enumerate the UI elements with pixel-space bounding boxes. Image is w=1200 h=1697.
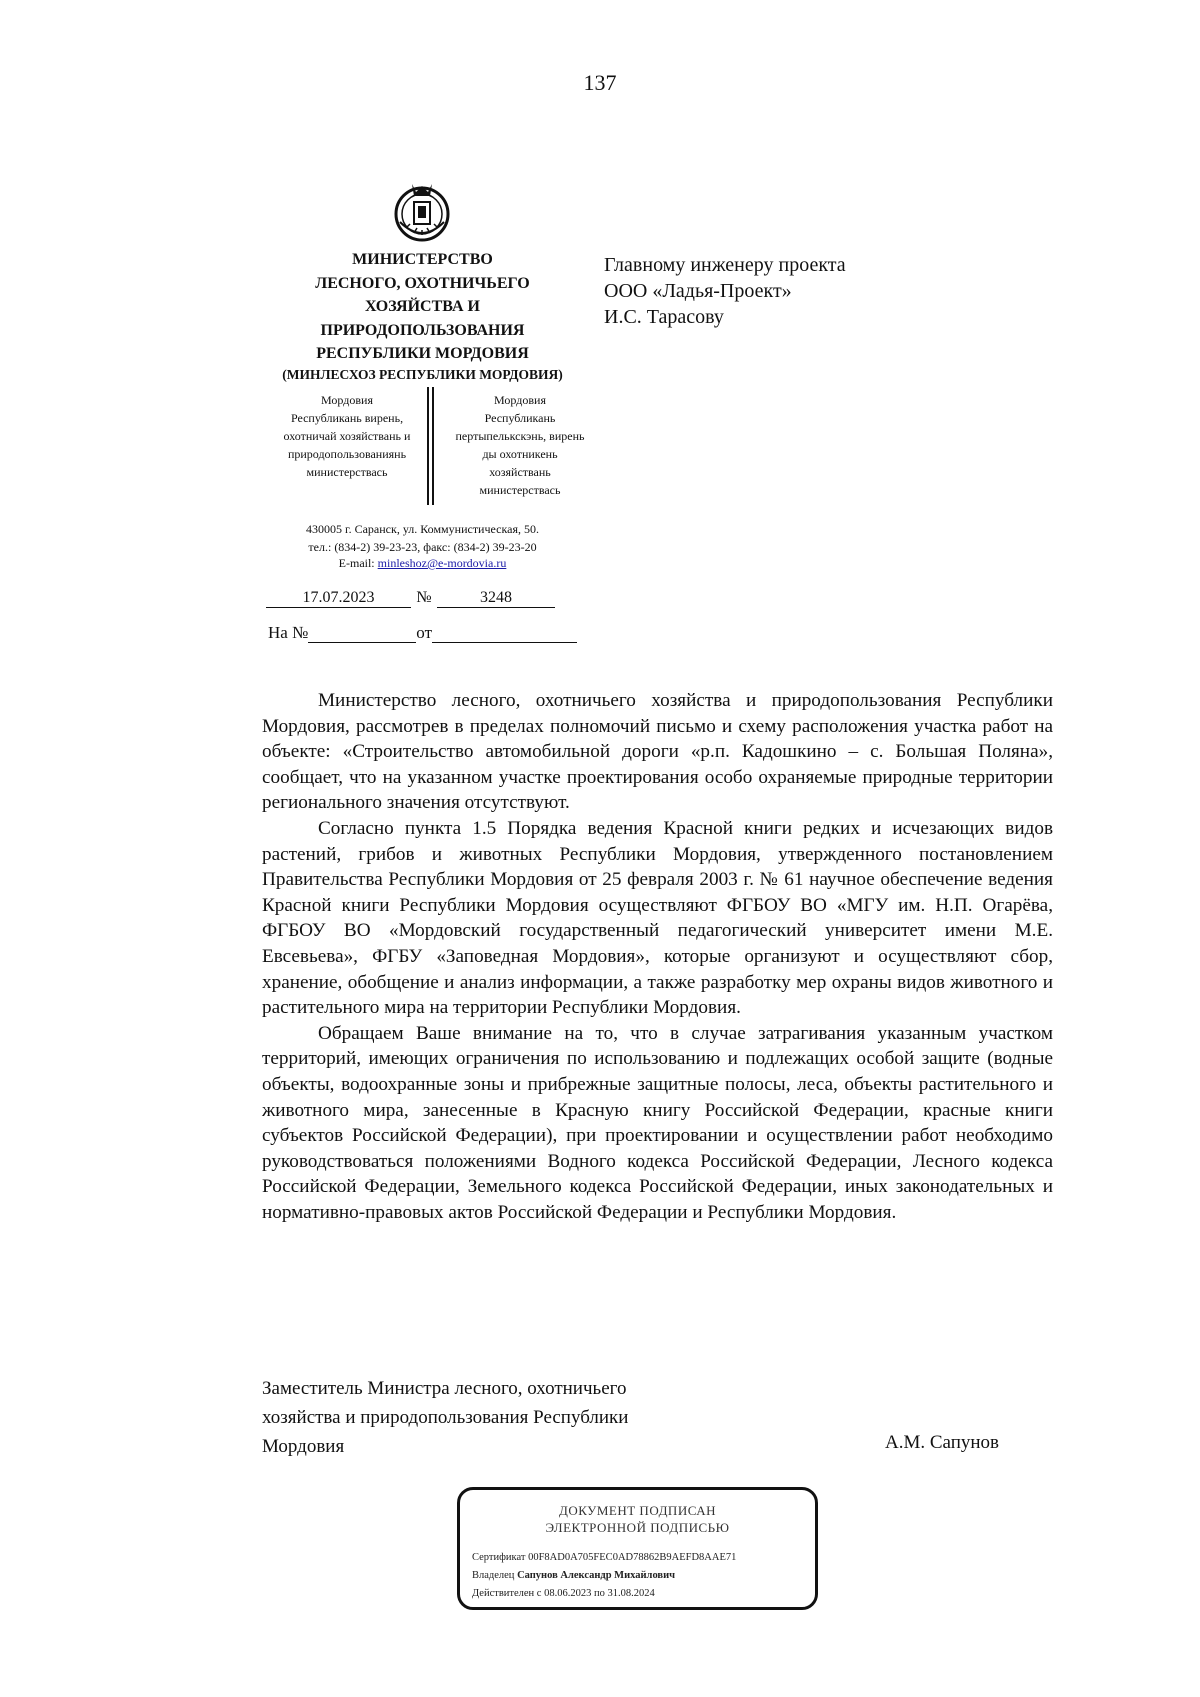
recipient-line: Главному инженеру проекта [604,254,846,276]
ministry-abbreviation: (МИНЛЕСХОЗ РЕСПУБЛИКИ МОРДОВИЯ) [282,367,563,382]
moksha-line: министерствась [306,465,388,479]
ministry-line: МИНИСТЕРСТВО [352,251,493,268]
valid-label: Действителен [472,1588,535,1599]
phone-line: тел.: (834-2) 39-23-23, факс: (834-2) 39-23-20 [308,540,537,554]
stamp-title-line: ЭЛЕКТРОННОЙ ПОДПИСЬЮ [545,1520,730,1535]
ministry-name [250,248,595,366]
moksha-line: Мордовия [321,393,373,407]
registration-date: 17.07.2023 [266,589,411,608]
owner-label: Владелец [472,1570,515,1581]
moksha-line: Республикань вирень, [290,411,404,425]
ministry-line: РЕСПУБЛИКИ МОРДОВИЯ [316,345,529,362]
erzya-line: пертыпелькскэнь, вирень [455,429,585,443]
email-line [250,556,595,571]
owner-name: Сапунов Александр Михайлович [517,1570,676,1581]
recipient-line: ООО «Ладья-Проект» [604,280,792,302]
erzya-line: хозяйствань [489,465,551,479]
email-link[interactable]: minleshoz@e-mordovia.ru [377,556,507,570]
stamp-owner [472,1570,675,1581]
body-paragraph: Министерство лесного, охотничьего хозяйства и природопользования Республики Мордовия, рассмотрев в пределах полномочий письмо и схему расположения участка работ на объекте: «Строительство автомобильной дороги «р.п. Кадошкино – с. Большая Поляна», сообщает, что на указанном участке проектирования особо охраняемые природные территории регионального значения отсутствуют. [262,690,1053,814]
signatory-name: А.М. Сапунов [885,1432,1000,1453]
stamp-certificate [472,1552,736,1563]
recipient-line: И.С. Тарасову [604,306,724,328]
erzya-line: ды охотникень [482,447,558,461]
body-paragraph: Обращаем Ваше внимание на то, что в случае затрагивания указанным участком территорий, имеющих ограничения по использованию и подлежащих особой защите (водные объекты, водоохранные зоны и прибрежные защитные полосы, леса, объекты растительного и животного мира, занесенные в Красную книгу Российской Федерации, красные книги субъектов Российской Федерации), при проектировании и осуществлении работ необходимо руководствоваться положениями Водного кодекса Российской Федерации, Лесного кодекса Российской Федерации, Земельного кодекса Российской Федерации, иных законодательных и нормативно-правовых актов Российской Федерации и Республики Мордовия. [262,1022,1053,1223]
electronic-signature-stamp [457,1487,818,1610]
stamp-title [460,1502,815,1536]
stamp-title-line: ДОКУМЕНТ ПОДПИСАН [558,1503,717,1518]
position-line: Заместитель Министра лесного, охотничьего [262,1378,627,1399]
certificate-number: 00F8AD0A705FEC0AD78862B9AEFD8AAE71 [528,1552,737,1563]
position-line: Мордовия [262,1436,345,1457]
stamp-validity [472,1588,655,1599]
certificate-label: Сертификат [472,1552,526,1563]
valid-from-label: с [536,1588,542,1599]
letter-body [262,688,1053,1225]
valid-to: 31.08.2024 [607,1588,655,1599]
moksha-line: природопользованиянь [287,447,407,461]
registration-line [266,589,555,608]
ministry-line: ПРИРОДОПОЛЬЗОВАНИЯ [320,321,525,339]
recipient-block [604,252,846,330]
reference-date-blank [432,626,577,643]
erzya-line: Мордовия [494,393,546,407]
valid-to-label: по [593,1588,605,1599]
ministry-line: ЛЕСНОГО, ОХОТНИЧЬЕГО [315,274,530,292]
column-divider [427,387,434,505]
ministry-address [250,520,595,556]
page-number: 137 [583,70,617,95]
ministry-name-moksha [258,391,436,481]
reference-number-label: На № [268,623,309,642]
ministry-name-erzya [445,391,595,499]
ministry-line: ХОЗЯЙСТВА И [365,298,480,315]
valid-from: 08.06.2023 [544,1588,592,1599]
email-label: E-mail: [338,556,375,570]
erzya-line: Республикань [484,411,556,425]
position-line: хозяйства и природопользования Республики [262,1407,629,1428]
registration-number: 3248 [437,589,555,608]
coat-of-arms-icon [390,178,454,246]
registration-number-label: № [416,589,432,606]
body-paragraph: Согласно пункта 1.5 Порядка ведения Красной книги редких и исчезающих видов растений, грибов и животных Республики Мордовия, утвержденного постановлением Правительства Республики Мордовия от 25 февраля 2003 г. № 61 научное обеспечение ведения Красной книги Республики Мордовия осуществляют ФГБОУ ВО «МГУ им. Н.П. Огарёва, ФГБОУ ВО «Мордовский государственный педагогический университет имени М.Е. Евсевьева», ФГБУ «Заповедная Мордовия», которые организуют и осуществляют сбор, хранение, обобщение и анализ информации, а также разработку мер охраны видов животного и растительного мира на территории Республики Мордовия. [262,817,1053,1019]
reference-date-label: от [416,623,433,642]
address-line: 430005 г. Саранск, ул. Коммунистическая, 50. [306,522,539,536]
signatory-position [262,1374,628,1461]
moksha-line: охотничай хозяйствань и [283,429,411,443]
reference-number-blank [308,626,416,643]
erzya-line: министерствась [479,483,561,497]
reference-line [268,623,577,643]
